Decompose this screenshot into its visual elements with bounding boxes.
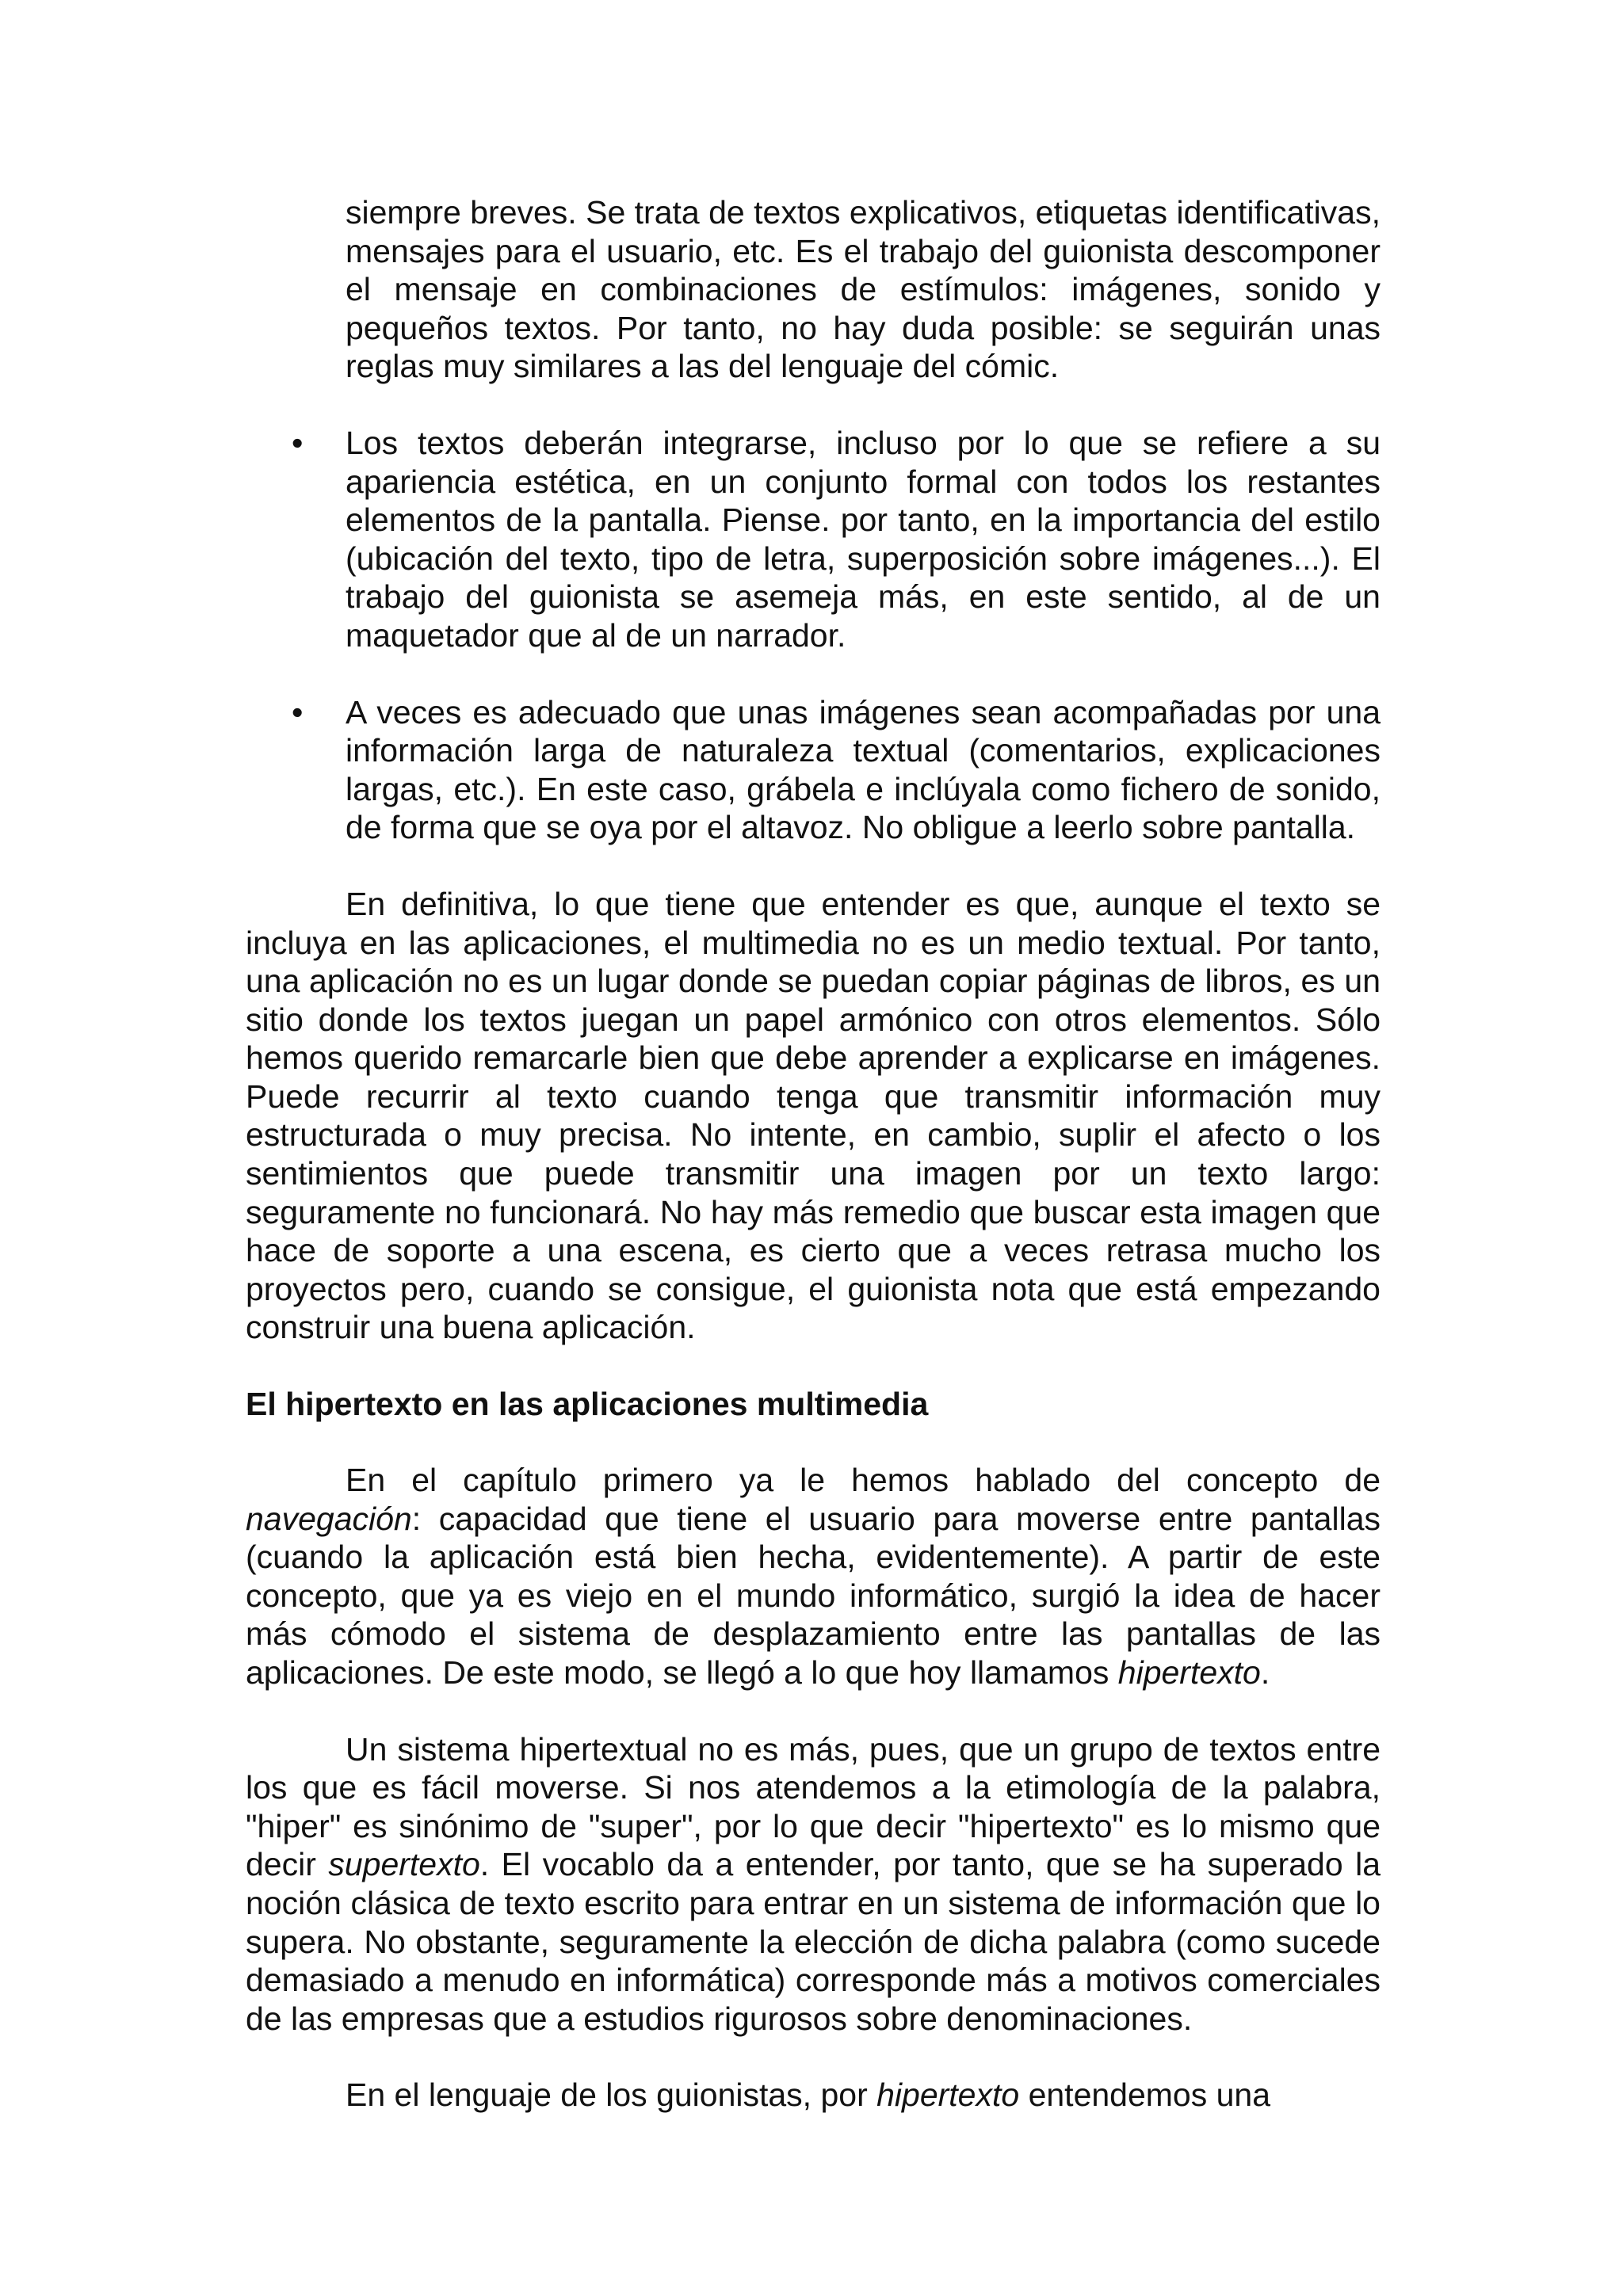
continuation-paragraph: siempre breves. Se trata de textos explicativos, etiquetas identificativas, mensajes para el usuario, etc. Es el trabajo del guionista descomponer el mensaje en combinaciones de estímulos: imágenes, sonido y pequeños textos. Por tanto, no hay duda posible: se seguirán unas reglas muy similares a las del lenguaje del cómic.: [346, 194, 1381, 385]
text-run: Un sistema hipertextual no es más, pues, que un grupo de textos entre los que es fácil moverse. Si nos atendemos a la etimología de la palabra, "hiper" es sinónimo de "super", por lo que decir "hipertexto" es lo mismo que decir: [246, 1730, 1381, 1883]
text-run: En el capítulo primero ya le hemos hablado del concepto de: [346, 1462, 1381, 1499]
text-run: .: [1260, 1654, 1270, 1691]
bullet-symbol: •: [292, 693, 304, 730]
section-heading: El hipertexto en las aplicaciones multimedia: [246, 1386, 929, 1423]
text-run: : capacidad que tiene el usuario para moverse entre pantallas (cuando la aplicación está bien hecha, evidentemente). A partir de este concepto, que ya es viejo en el mundo informático, surgió la idea de hacer más cómodo el sistema de desplazamiento entre las pantallas de las aplicaciones. De este modo, se llegó a lo que hoy llamamos: [246, 1500, 1381, 1691]
body-paragraph: [246, 2076, 1381, 2115]
body-paragraph: [246, 1730, 1381, 2039]
emphasis-text: hipertexto: [1117, 1654, 1261, 1691]
body-paragraph: En definitiva, lo que tiene que entender es que, aunque el texto se incluya en las aplicaciones, el multimedia no es un medio textual. Por tanto, una aplicación no es un lugar donde se puedan copiar páginas de libros, es un sitio donde los textos juegan un papel armónico con otros elementos. Sólo hemos querido remarcarle bien que debe aprender a explicarse en imágenes. Puede recurrir al texto cuando tenga que transmitir información muy estructurada o muy precisa. No intente, en cambio, suplir el afecto o los sentimientos que puede transmitir una imagen por un texto largo: seguramente no funcionará. No hay más remedio que buscar esta imagen que hace de soporte a una escena, es cierto que a veces retrasa mucho los proyectos pero, cuando se consigue, el guionista nota que está empezando construir una buena aplicación.: [246, 885, 1381, 1346]
text-column: [246, 193, 1381, 2115]
bullet-item: [292, 424, 1381, 655]
bullet-text: A veces es adecuado que unas imágenes sean acompañadas por una información larga de naturaleza textual (comentarios, explicaciones largas, etc.). En este caso, grábela e inclúyala como fichero de sonido, de forma que se oya por el altavoz. No obligue a leerlo sobre pantalla.: [346, 693, 1381, 846]
emphasis-text: supertexto: [328, 1846, 480, 1883]
emphasis-text: hipertexto: [876, 2077, 1020, 2114]
body-paragraph: [246, 1461, 1381, 1692]
emphasis-text: navegación: [246, 1500, 412, 1537]
text-run: . El vocablo da a entender, por tanto, que se ha superado la noción clásica de texto escrito para entrar en un sistema de información que lo supera. No obstante, seguramente la elección de dicha palabra (como sucede demasiado a menudo en informática) corresponde más a motivos comerciales de las empresas que a estudios rigurosos sobre denominaciones.: [246, 1846, 1381, 2037]
bullet-item: [292, 693, 1381, 847]
bullet-symbol: •: [292, 424, 304, 461]
text-run: En el lenguaje de los guionistas, por: [346, 2077, 877, 2114]
bullet-text: Los textos deberán integrarse, incluso por lo que se refiere a su apariencia estética, en un conjunto formal con todos los restantes elementos de la pantalla. Piense. por tanto, en la importancia del estilo (ubicación del texto, tipo de letra, superposición sobre imágenes...). El trabajo del guionista se asemeja más, en este sentido, al de un maquetador que al de un narrador.: [346, 424, 1381, 654]
text-run: entendemos una: [1019, 2077, 1271, 2114]
